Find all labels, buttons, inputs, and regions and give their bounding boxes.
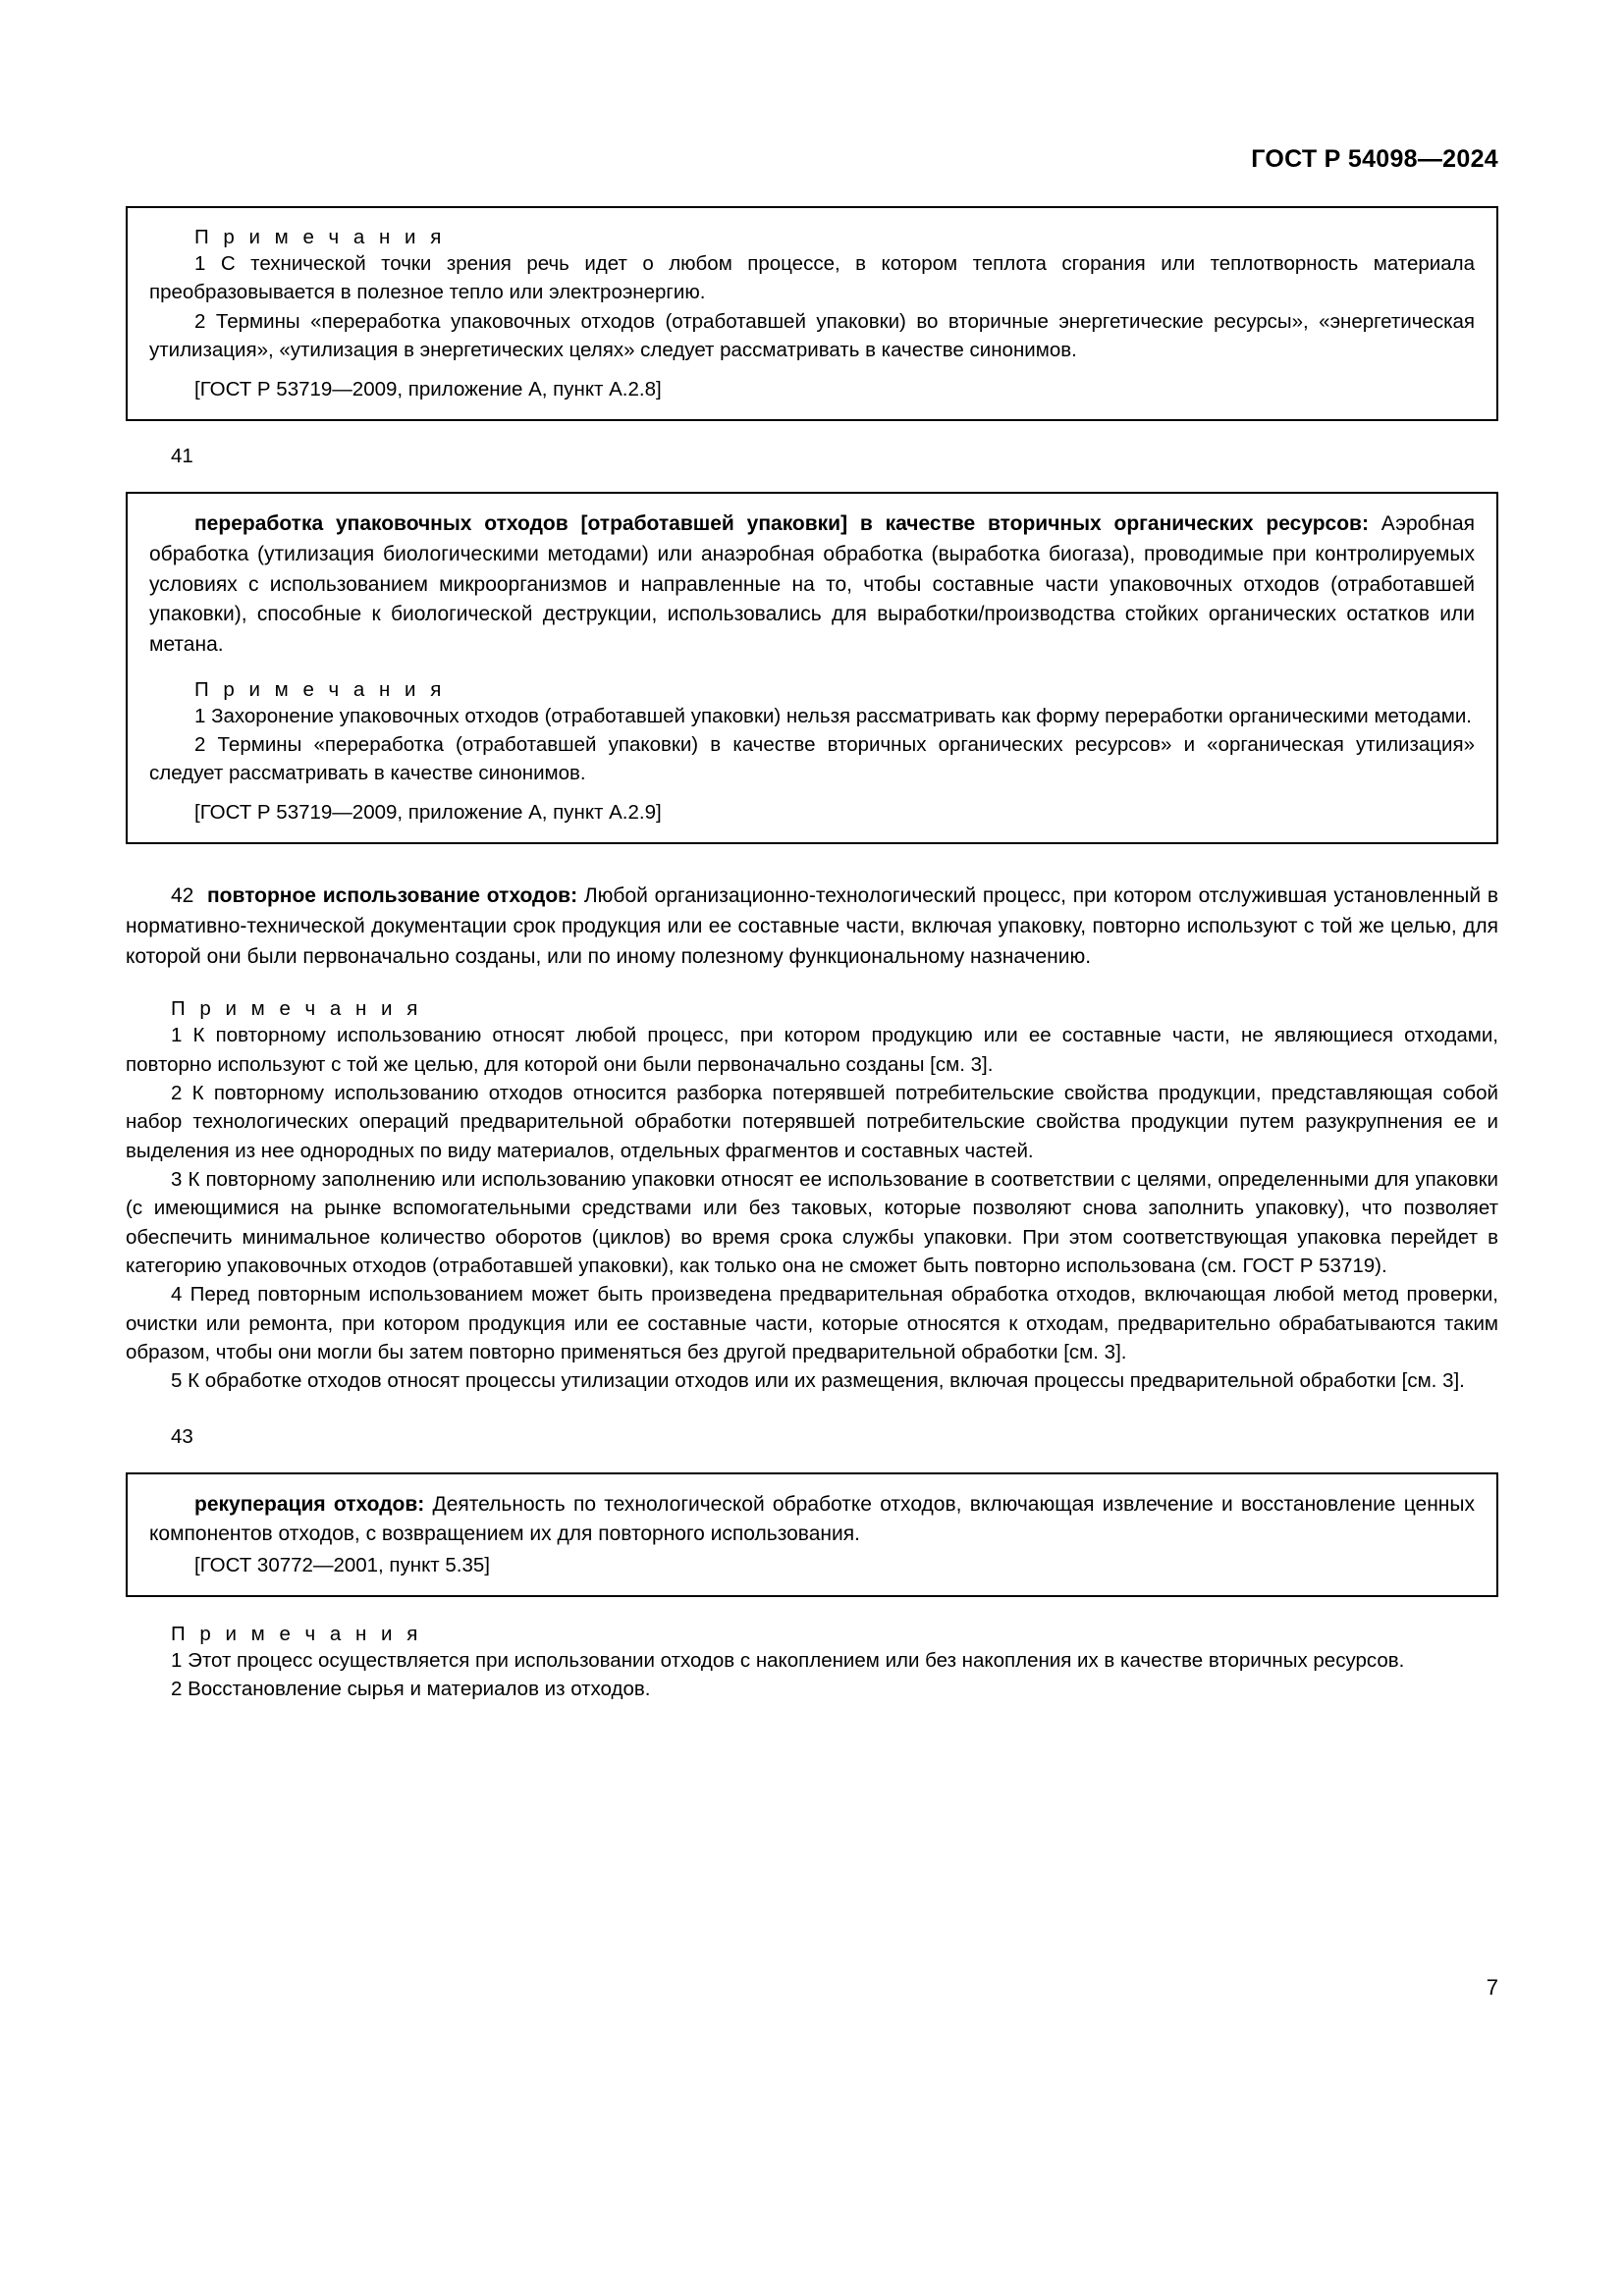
note-item: 1 Захоронение упаковочных отходов (отработавшей упаковки) нельзя рассматривать как форму переработки органическими методами. (194, 704, 1472, 727)
term-definition: Аэробная обработка (утилизация биологическими методами) или анаэробная обработка (выработка биогаза), проводимые при контролируемых условиях с использованием микроорганизмов и направленные на то, чтобы составные части упаковочных отходов (отработавшей упаковки), способные к биологической деструкции, использовались для выработки/производства стойких органических остатков или метана. (149, 512, 1475, 656)
notes-heading: П р и м е ч а н и я (194, 677, 446, 701)
source-reference: [ГОСТ Р 53719—2009, приложение А, пункт А.2.8] (194, 378, 662, 401)
term-definition-paragraph (149, 509, 1475, 660)
term-number-41: 41 (171, 445, 193, 468)
term-number-42: 42 (171, 884, 194, 908)
notes-heading: П р и м е ч а н и я (194, 226, 446, 248)
term-definition: Деятельность по технологической обработке отходов, включающая извлечение и восстановление ценных компонентов отходов, с возвращением их для повторного использования. (149, 1492, 1475, 1546)
term-definition: Любой организационно-технологический процесс, при котором отслужившая установленный в нормативно-технической документации срок продукция или ее составные части, включая упаковку, повторно используют с той же целью, для которой они были первоначально созданы, или по иному полезному функциональному назначению. (126, 884, 1499, 968)
term-name: переработка упаковочных отходов [отработавшей упаковки] в качестве вторичных органических ресурсов: (194, 512, 1369, 536)
notes-heading: П р и м е ч а н и я (171, 997, 422, 1021)
note-item: 1 Этот процесс осуществляется при использовании отходов с накоплением или без накопления их в качестве вторичных ресурсов. (171, 1648, 1405, 1672)
note-item: 2 Восстановление сырья и материалов из отходов. (171, 1678, 651, 1701)
note-item: 4 Перед повторным использованием может быть произведена предварительная обработка отходов, включающая любой метод проверки, очистки или ремонта, при котором продукция или ее составные части, которые относятся к отходам, предварительно обрабатываются таким образом, чтобы они могли бы затем повторно применяться без другой предварительной обработки [см. 3]. (126, 1283, 1498, 1363)
page-header-standard-number: ГОСТ Р 54098—2024 (1251, 145, 1498, 173)
spacer (193, 884, 207, 907)
note-item: 2 Термины «переработка (отработавшей упаковки) в качестве вторичных органических ресурсов» и «органическая утилизация» следует рассматривать в качестве синонимов. (149, 732, 1475, 785)
definition-box-energy-recovery-notes (126, 206, 1498, 421)
term-name: повторное использование отходов: (206, 884, 578, 908)
note-item: 2 Термины «переработка упаковочных отходов (отработавшей упаковки) во вторичные энергетические ресурсы», «энергетическая утилизация», «утилизация в энергетических целях» следует рассматривать в качестве синонимов. (149, 309, 1475, 361)
note-item: 5 К обработке отходов относят процессы утилизации отходов или их размещения, включая процессы предварительной обработки [см. 3]. (171, 1369, 1465, 1393)
term-definition-paragraph (149, 1490, 1475, 1550)
definition-box-waste-recuperation (126, 1472, 1498, 1597)
definition-box-organic-recycling (126, 492, 1498, 844)
note-item: 3 К повторному заполнению или использованию упаковки относят ее использование в соответствии с целями, определенными для упаковки (с имеющимися на рынке вспомогательными средствами или без таковых, которые позволяют снова заполнить упаковку), что позволяет обеспечить минимальное количество оборотов (циклов) во время срока службы упаковки. При этом соответствующая упаковка перейдет в категорию упаковочных отходов (отработавшей упаковки), как только она не сможет быть повторно использована (см. ГОСТ Р 53719). (126, 1168, 1498, 1277)
page-number: 7 (1486, 1975, 1498, 2000)
term-name: рекуперация отходов: (194, 1492, 425, 1516)
source-reference: [ГОСТ Р 53719—2009, приложение А, пункт А.2.9] (194, 801, 662, 825)
term-number-43: 43 (171, 1424, 193, 1448)
note-item: 1 К повторному использованию относят любой процесс, при котором продукцию или ее составные части, не являющиеся отходами, повторно используют с той же целью, для которой они были первоначально созданы [см. 3]. (126, 1024, 1498, 1076)
notes-heading: П р и м е ч а н и я (171, 1622, 422, 1645)
document-body (126, 206, 1498, 1703)
source-reference: [ГОСТ 30772—2001, пункт 5.35] (194, 1553, 490, 1576)
term-definition-paragraph-42 (126, 881, 1498, 972)
note-item: 1 С технической точки зрения речь идет о любом процессе, в котором теплота сгорания или теплотворность материала преобразовывается в полезное тепло или электроэнергию. (149, 252, 1475, 304)
note-item: 2 К повторному использованию отходов относится разборка потерявшей потребительские свойства продукции, представляющая собой набор технологических операций предварительной обработки потерявшей потребительские свойства продукции путем разукрупнения ее и выделения из нее однородных по виду материалов, отдельных фрагментов и составных частей. (126, 1082, 1498, 1162)
